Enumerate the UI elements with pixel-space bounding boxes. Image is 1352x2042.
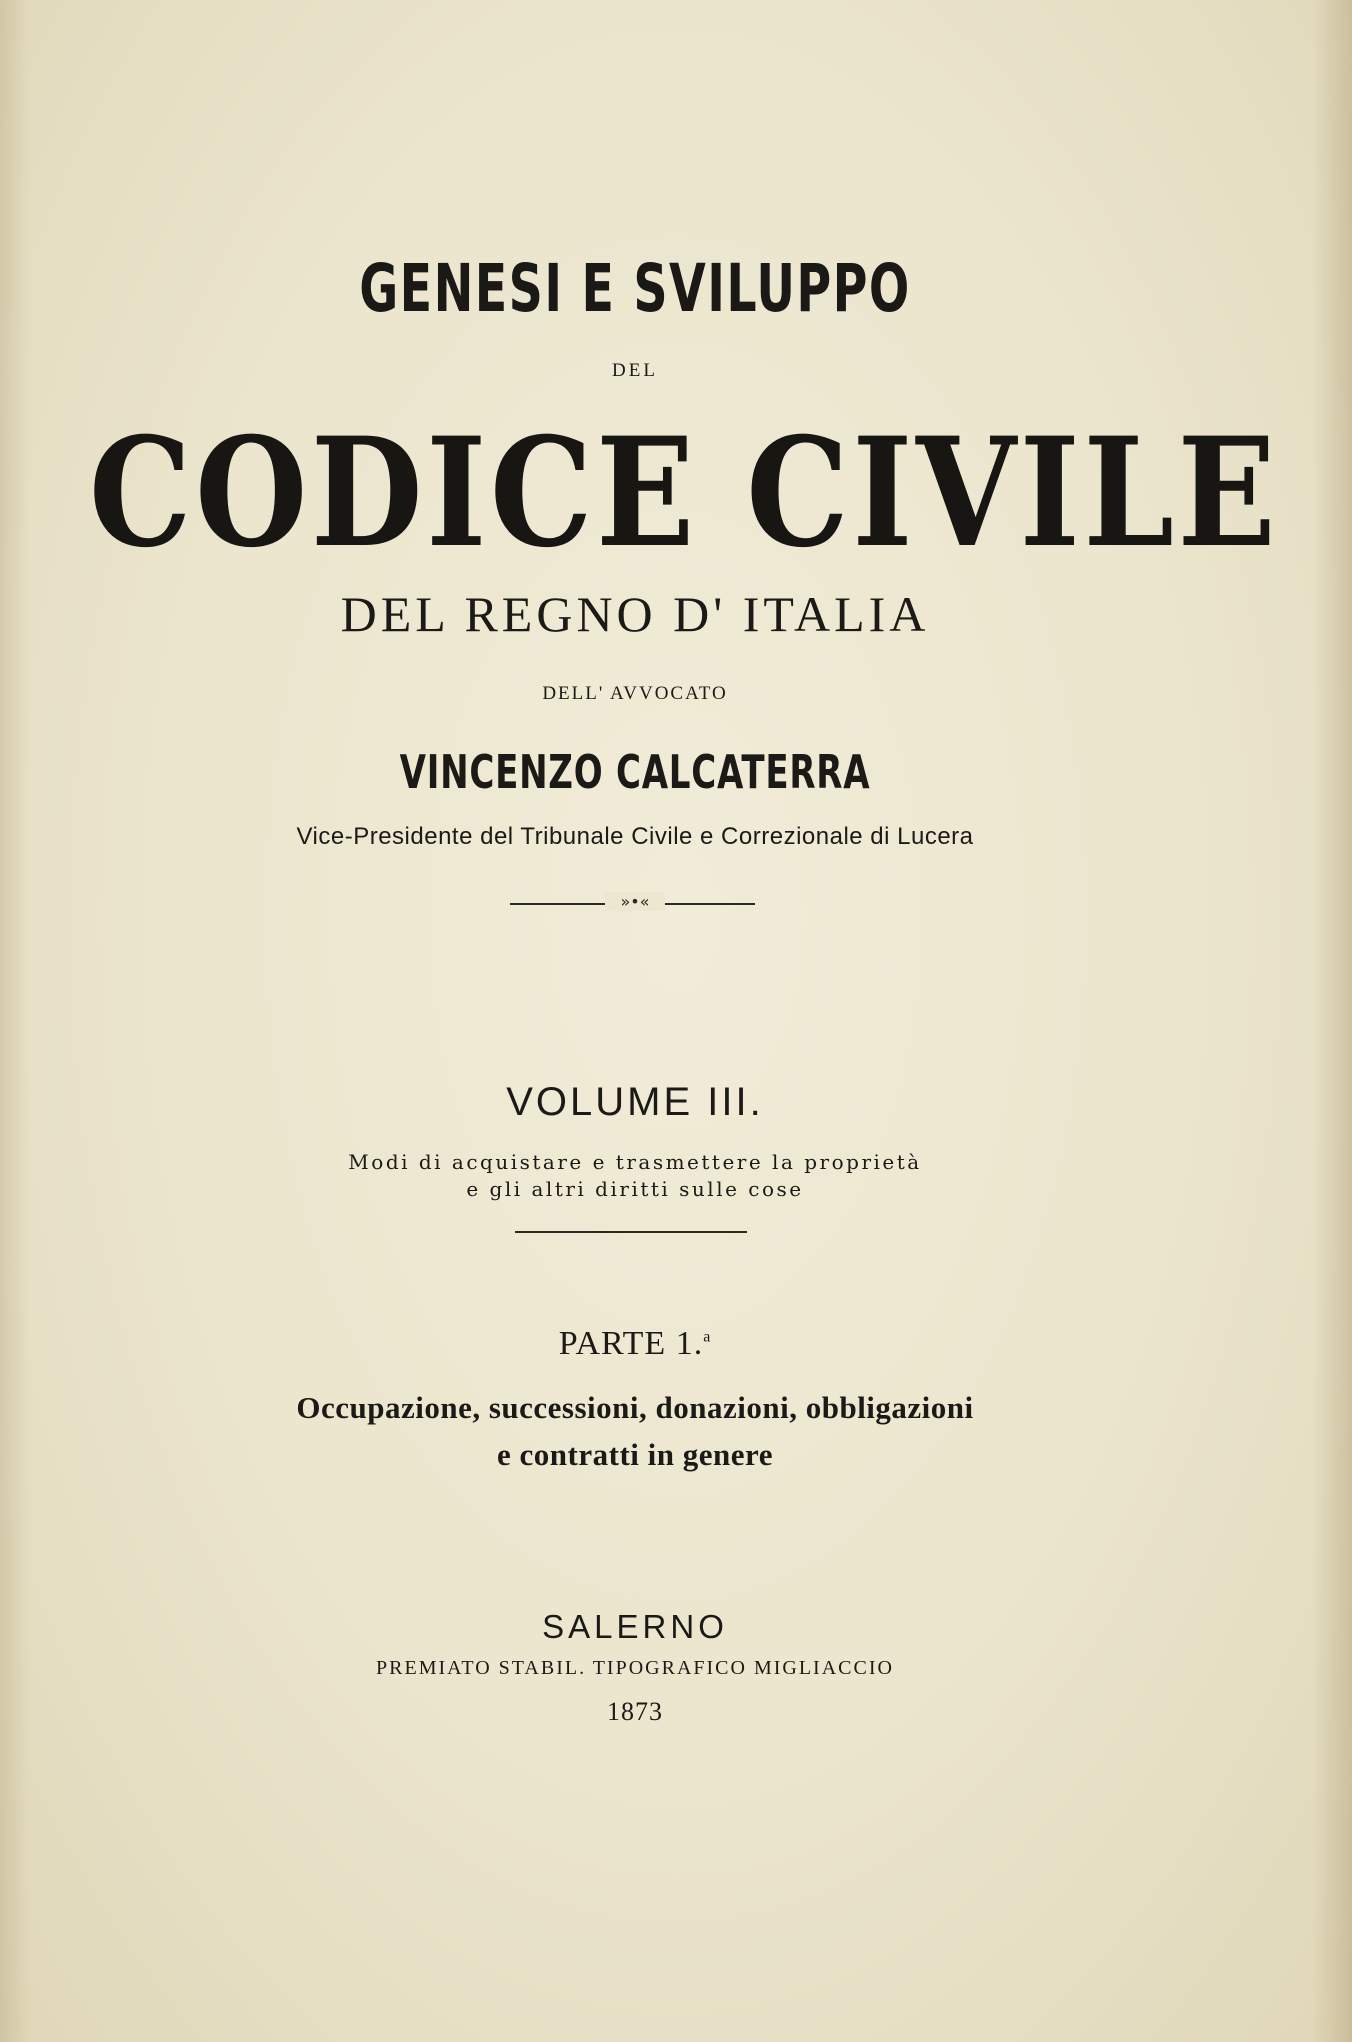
author-role: Vice-Presidente del Tribunale Civile e Correzionale di Lucera	[296, 823, 974, 850]
publication-city: SALERNO	[542, 1608, 728, 1645]
publisher: PREMIATO STABIL. TIPOGRAFICO MIGLIACCIO	[376, 1657, 894, 1679]
publication-year: 1873	[607, 1697, 663, 1726]
volume-description-line-1: Modi di acquistare e trasmettere la proprietà	[348, 1150, 922, 1174]
short-divider	[515, 1231, 747, 1233]
author-prefix: DELL' AVVOCATO	[542, 683, 728, 704]
ornament-glyph: »•«	[605, 892, 665, 911]
part-superscript: a	[703, 1328, 712, 1346]
subtitle: DEL REGNO D' ITALIA	[340, 586, 930, 642]
volume-heading: VOLUME III.	[506, 1080, 764, 1124]
part-description-line-1: Occupazione, successioni, donazioni, obbligazioni	[296, 1390, 974, 1425]
page-edge-shadow-right	[1312, 0, 1352, 2042]
part-label: PARTE 1.	[558, 1325, 704, 1362]
title-connector: DEL	[612, 360, 658, 381]
page-edge-shadow-left	[0, 0, 30, 2042]
part-heading	[0, 1325, 1270, 1363]
title-top: GENESI E SVILUPPO	[359, 250, 911, 327]
author-name: VINCENZO CALCATERRA	[399, 745, 871, 799]
part-description-line-2: e contratti in genere	[497, 1437, 773, 1472]
volume-description-line-2: e gli altri diritti sulle cose	[466, 1177, 804, 1201]
main-title: CODICE CIVILE	[88, 405, 1280, 581]
